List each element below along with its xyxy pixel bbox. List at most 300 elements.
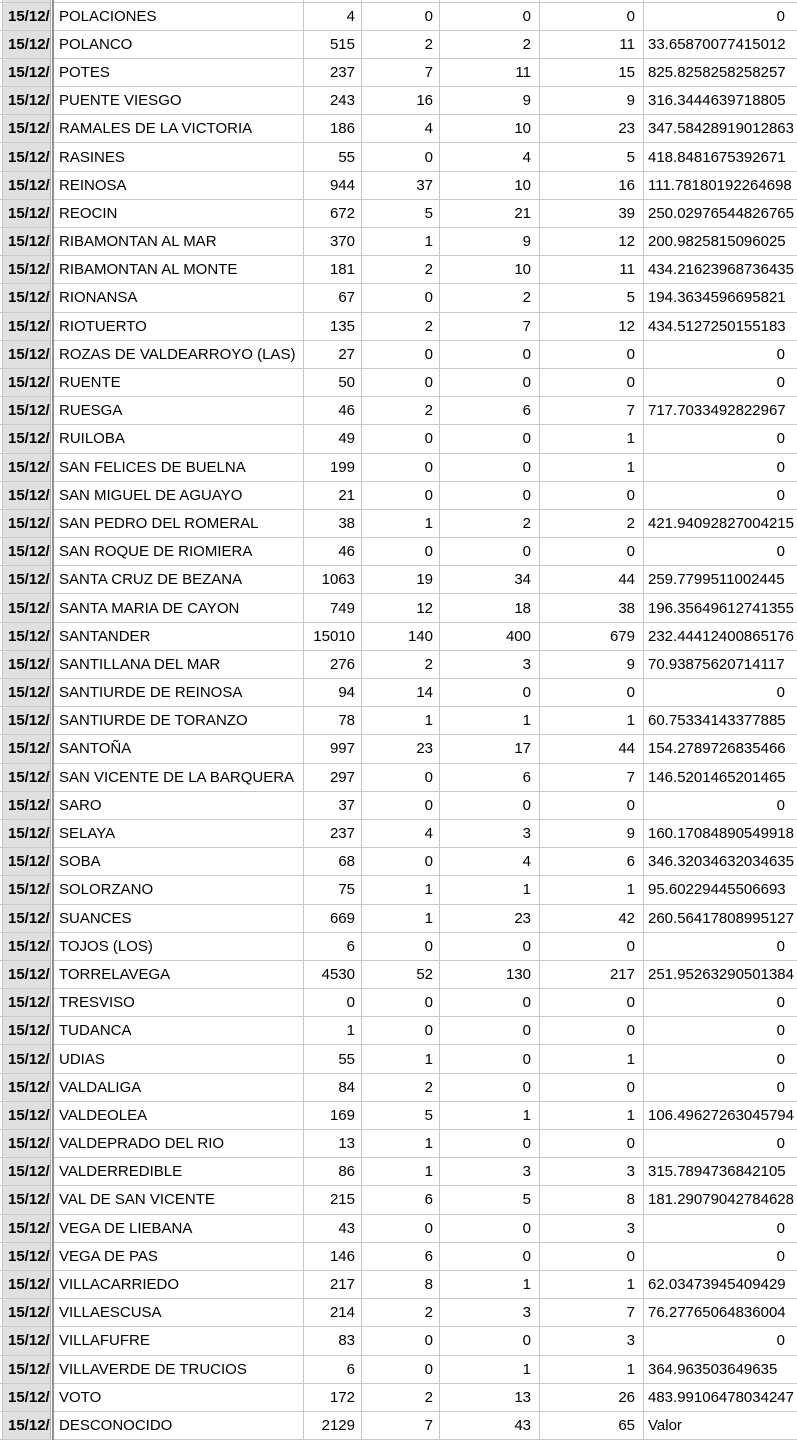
cell-date-prefix[interactable]: 15/12/ [2,87,51,114]
cell-num-2[interactable]: 1 [362,876,440,903]
cell-num-2[interactable]: 1 [362,1045,440,1072]
cell-date-prefix[interactable]: 15/12/ [2,1074,51,1101]
cell-num-4[interactable]: 44 [540,735,644,762]
cell-num-2[interactable]: 0 [362,482,440,509]
cell-num-2[interactable]: 0 [362,848,440,875]
cell-num-4[interactable]: 7 [540,1299,644,1326]
cell-date-prefix[interactable]: 15/12/ [2,989,51,1016]
cell-date-prefix[interactable]: 15/12/ [2,256,51,283]
cell-date-prefix[interactable]: 15/12/ [2,1243,51,1270]
cell-num-1[interactable]: 46 [304,397,362,424]
cell-num-1[interactable]: 4530 [304,961,362,988]
cell-date-prefix[interactable]: 15/12/ [2,115,51,142]
cell-num-4[interactable]: 0 [540,482,644,509]
cell-municipality[interactable]: VAL DE SAN VICENTE [54,1186,304,1213]
cell-value[interactable]: 251.95263290501384 [648,965,794,983]
cell-num-2[interactable]: 2 [362,651,440,678]
cell-municipality[interactable]: RASINES [54,143,304,170]
cell-value[interactable]: 0 [776,937,785,955]
cell-num-1[interactable]: 276 [304,651,362,678]
cell-num-1[interactable]: 237 [304,59,362,86]
cell-num-1[interactable]: 6 [304,933,362,960]
cell-num-4[interactable]: 0 [540,1017,644,1044]
cell-num-3[interactable]: 0 [440,482,540,509]
cell-num-3[interactable]: 11 [440,59,540,86]
cell-num-3[interactable]: 2 [440,284,540,311]
cell-date-prefix[interactable]: 15/12/ [2,876,51,903]
cell-num-4[interactable]: 0 [540,538,644,565]
cell-num-1[interactable]: 370 [304,228,362,255]
cell-num-1[interactable]: 1 [304,1017,362,1044]
cell-municipality[interactable]: RIBAMONTAN AL MAR [54,228,304,255]
cell-num-1[interactable]: 50 [304,369,362,396]
cell-municipality[interactable]: REOCIN [54,200,304,227]
cell-num-1[interactable]: 68 [304,848,362,875]
cell-municipality[interactable]: VEGA DE PAS [54,1243,304,1270]
cell-num-1[interactable]: 37 [304,792,362,819]
cell-date-prefix[interactable]: 15/12/ [2,59,51,86]
cell-num-3[interactable]: 21 [440,200,540,227]
cell-num-4[interactable] [540,0,644,2]
cell-num-3[interactable]: 6 [440,764,540,791]
cell-num-1[interactable]: 181 [304,256,362,283]
cell-municipality[interactable]: DESCONOCIDO [54,1412,304,1439]
cell-num-2[interactable]: 7 [362,1412,440,1439]
cell-num-4[interactable]: 3 [540,1215,644,1242]
cell-municipality[interactable]: SANTANDER [54,623,304,650]
cell-date-prefix[interactable]: 15/12/ [2,764,51,791]
cell-date-prefix[interactable]: 15/12/ [2,623,51,650]
cell-value[interactable]: 0 [776,1135,785,1153]
cell-municipality[interactable]: SUANCES [54,905,304,932]
cell-num-4[interactable]: 1 [540,454,644,481]
cell-num-3[interactable]: 0 [440,1327,540,1354]
cell-num-1[interactable]: 0 [304,989,362,1016]
cell-num-4[interactable]: 679 [540,623,644,650]
cell-value[interactable]: 434.21623968736435 [648,261,794,279]
cell-num-4[interactable]: 0 [540,989,644,1016]
cell-num-4[interactable]: 1 [540,876,644,903]
cell-num-4[interactable]: 3 [540,1327,644,1354]
cell-num-3[interactable]: 3 [440,1158,540,1185]
cell-num-3[interactable]: 10 [440,172,540,199]
cell-num-2[interactable]: 6 [362,1186,440,1213]
cell-value[interactable]: 315.7894736842105 [648,1163,786,1181]
cell-municipality[interactable]: RIONANSA [54,284,304,311]
cell-num-4[interactable]: 3 [540,1158,644,1185]
cell-value[interactable]: 200.9825815096025 [648,233,786,251]
cell-date-prefix[interactable]: 15/12/ [2,510,51,537]
cell-value[interactable]: 347.58428919012863 [648,120,794,138]
cell-num-3[interactable]: 0 [440,989,540,1016]
cell-municipality[interactable] [54,0,304,2]
cell-num-1[interactable]: 84 [304,1074,362,1101]
cell-num-4[interactable]: 9 [540,651,644,678]
cell-date-prefix[interactable]: 15/12/ [2,143,51,170]
cell-date-prefix[interactable]: 15/12/ [2,820,51,847]
cell-num-3[interactable]: 2 [440,510,540,537]
cell-municipality[interactable]: SANTA MARIA DE CAYON [54,594,304,621]
cell-num-2[interactable]: 0 [362,341,440,368]
cell-value[interactable]: 146.5201465201465 [648,768,786,786]
cell-num-1[interactable]: 13 [304,1130,362,1157]
cell-municipality[interactable]: POLACIONES [54,3,304,30]
cell-num-1[interactable]: 135 [304,313,362,340]
cell-num-4[interactable]: 42 [540,905,644,932]
cell-date-prefix[interactable]: 15/12/ [2,538,51,565]
cell-num-4[interactable]: 5 [540,143,644,170]
cell-num-1[interactable]: 515 [304,31,362,58]
cell-municipality[interactable]: SAN VICENTE DE LA BARQUERA [54,764,304,791]
cell-num-3[interactable]: 18 [440,594,540,621]
cell-date-prefix[interactable]: 15/12/ [2,284,51,311]
cell-num-3[interactable]: 6 [440,397,540,424]
cell-date-prefix[interactable]: 15/12/ [2,707,51,734]
cell-num-1[interactable]: 217 [304,1271,362,1298]
cell-num-3[interactable]: 0 [440,425,540,452]
cell-date-prefix[interactable]: 15/12/ [2,200,51,227]
cell-num-2[interactable]: 0 [362,1356,440,1383]
cell-value[interactable]: 0 [776,543,785,561]
cell-num-4[interactable]: 1 [540,1356,644,1383]
cell-date-prefix[interactable]: 15/12/ [2,3,51,30]
cell-num-1[interactable]: 672 [304,200,362,227]
cell-num-1[interactable]: 21 [304,482,362,509]
cell-num-2[interactable]: 12 [362,594,440,621]
cell-date-prefix[interactable]: 15/12/ [2,31,51,58]
cell-municipality[interactable]: SANTIURDE DE REINOSA [54,679,304,706]
cell-num-2[interactable]: 1 [362,228,440,255]
cell-num-3[interactable]: 130 [440,961,540,988]
cell-date-prefix[interactable]: 15/12/ [2,933,51,960]
cell-value[interactable]: 160.17084890549918 [648,825,794,843]
cell-date-prefix[interactable]: 15/12/ [2,1356,51,1383]
cell-num-3[interactable]: 0 [440,1045,540,1072]
cell-num-1[interactable]: 214 [304,1299,362,1326]
cell-value[interactable]: 62.03473945409429 [648,1276,786,1294]
cell-value[interactable]: 259.7799511002445 [648,571,785,589]
cell-num-2[interactable] [362,0,440,2]
cell-date-prefix[interactable]: 15/12/ [2,482,51,509]
cell-value[interactable]: 418.8481675392671 [648,148,786,166]
cell-num-1[interactable]: 215 [304,1186,362,1213]
cell-num-4[interactable]: 1 [540,1045,644,1072]
cell-value[interactable]: 60.75334143377885 [648,712,786,730]
cell-num-1[interactable]: 186 [304,115,362,142]
cell-date-prefix[interactable]: 15/12/ [2,1130,51,1157]
cell-num-2[interactable]: 1 [362,1158,440,1185]
cell-num-4[interactable]: 0 [540,341,644,368]
cell-num-2[interactable]: 52 [362,961,440,988]
cell-num-4[interactable]: 38 [540,594,644,621]
cell-num-2[interactable]: 4 [362,820,440,847]
cell-num-2[interactable]: 2 [362,1074,440,1101]
cell-num-3[interactable]: 4 [440,143,540,170]
cell-value[interactable]: 0 [776,1022,785,1040]
cell-num-2[interactable]: 5 [362,1102,440,1129]
cell-date-prefix[interactable]: 15/12/ [2,1271,51,1298]
cell-num-4[interactable]: 0 [540,369,644,396]
cell-value[interactable]: 0 [776,1050,785,1068]
cell-num-3[interactable]: 23 [440,905,540,932]
cell-num-2[interactable]: 0 [362,3,440,30]
cell-num-2[interactable]: 2 [362,397,440,424]
cell-num-3[interactable]: 0 [440,1215,540,1242]
cell-municipality[interactable]: SAN PEDRO DEL ROMERAL [54,510,304,537]
cell-municipality[interactable]: VALDERREDIBLE [54,1158,304,1185]
cell-num-3[interactable]: 0 [440,933,540,960]
cell-num-4[interactable]: 23 [540,115,644,142]
cell-num-1[interactable]: 55 [304,1045,362,1072]
cell-num-3[interactable]: 0 [440,1243,540,1270]
cell-date-prefix[interactable]: 15/12/ [2,651,51,678]
cell-num-4[interactable]: 1 [540,1271,644,1298]
cell-num-1[interactable]: 46 [304,538,362,565]
cell-municipality[interactable]: RUESGA [54,397,304,424]
cell-municipality[interactable]: SANTILLANA DEL MAR [54,651,304,678]
cell-municipality[interactable]: SANTIURDE DE TORANZO [54,707,304,734]
cell-num-4[interactable]: 12 [540,228,644,255]
cell-value[interactable] [644,0,797,2]
cell-num-3[interactable]: 0 [440,1017,540,1044]
cell-num-2[interactable]: 2 [362,31,440,58]
cell-num-1[interactable]: 43 [304,1215,362,1242]
cell-num-1[interactable]: 146 [304,1243,362,1270]
cell-value[interactable]: 95.60229445506693 [648,881,786,899]
cell-date-prefix[interactable]: 15/12/ [2,369,51,396]
cell-num-4[interactable]: 9 [540,820,644,847]
cell-date-prefix[interactable] [2,0,51,2]
cell-municipality[interactable]: POTES [54,59,304,86]
cell-value[interactable]: 0 [776,486,785,504]
cell-municipality[interactable]: VALDEOLEA [54,1102,304,1129]
cell-num-3[interactable]: 10 [440,115,540,142]
cell-municipality[interactable]: PUENTE VIESGO [54,87,304,114]
cell-value[interactable]: 434.5127250155183 [648,317,786,335]
cell-num-3[interactable]: 7 [440,313,540,340]
cell-num-2[interactable]: 37 [362,172,440,199]
cell-num-4[interactable]: 65 [540,1412,644,1439]
cell-num-3[interactable]: 34 [440,566,540,593]
cell-municipality[interactable]: VOTO [54,1384,304,1411]
cell-num-2[interactable]: 0 [362,933,440,960]
cell-date-prefix[interactable]: 15/12/ [2,1017,51,1044]
cell-num-1[interactable]: 297 [304,764,362,791]
cell-num-2[interactable]: 140 [362,623,440,650]
cell-value[interactable]: 0 [776,796,785,814]
cell-num-1[interactable] [304,0,362,2]
cell-municipality[interactable]: VILLAVERDE DE TRUCIOS [54,1356,304,1383]
cell-value[interactable]: 0 [776,1247,785,1265]
cell-value[interactable]: 111.78180192264698 [648,176,792,194]
cell-municipality[interactable]: VILLAESCUSA [54,1299,304,1326]
cell-num-3[interactable]: 0 [440,3,540,30]
cell-date-prefix[interactable]: 15/12/ [2,1045,51,1072]
cell-num-1[interactable]: 75 [304,876,362,903]
cell-num-4[interactable]: 7 [540,764,644,791]
cell-municipality[interactable]: POLANCO [54,31,304,58]
cell-num-3[interactable]: 0 [440,341,540,368]
cell-num-1[interactable]: 55 [304,143,362,170]
cell-num-4[interactable]: 7 [540,397,644,424]
cell-municipality[interactable]: RAMALES DE LA VICTORIA [54,115,304,142]
cell-num-3[interactable]: 4 [440,848,540,875]
cell-date-prefix[interactable]: 15/12/ [2,454,51,481]
cell-value[interactable]: 0 [776,458,785,476]
cell-num-4[interactable]: 11 [540,31,644,58]
cell-num-2[interactable]: 16 [362,87,440,114]
cell-municipality[interactable]: TUDANCA [54,1017,304,1044]
cell-num-1[interactable]: 83 [304,1327,362,1354]
cell-value[interactable]: 70.93875620714117 [648,655,785,673]
cell-date-prefix[interactable]: 15/12/ [2,313,51,340]
cell-municipality[interactable]: TRESVISO [54,989,304,1016]
cell-date-prefix[interactable]: 15/12/ [2,792,51,819]
cell-num-4[interactable]: 0 [540,1130,644,1157]
cell-num-2[interactable]: 1 [362,905,440,932]
cell-municipality[interactable]: TORRELAVEGA [54,961,304,988]
cell-value[interactable]: 0 [776,684,785,702]
cell-value[interactable]: 0 [776,1078,785,1096]
cell-num-4[interactable]: 0 [540,679,644,706]
cell-value[interactable]: 76.27765064836004 [648,1304,786,1322]
cell-municipality[interactable]: UDIAS [54,1045,304,1072]
cell-municipality[interactable]: SAN FELICES DE BUELNA [54,454,304,481]
cell-num-2[interactable]: 0 [362,425,440,452]
cell-municipality[interactable]: RUILOBA [54,425,304,452]
cell-value[interactable]: 421.94092827004215 [648,514,794,532]
cell-value[interactable]: 154.2789726835466 [648,740,786,758]
cell-num-4[interactable]: 0 [540,792,644,819]
cell-date-prefix[interactable]: 15/12/ [2,905,51,932]
cell-num-1[interactable]: 2129 [304,1412,362,1439]
cell-num-2[interactable]: 1 [362,707,440,734]
cell-date-prefix[interactable]: 15/12/ [2,425,51,452]
cell-num-3[interactable]: 17 [440,735,540,762]
cell-value[interactable]: 0 [776,374,785,392]
cell-date-prefix[interactable]: 15/12/ [2,172,51,199]
cell-num-4[interactable]: 1 [540,707,644,734]
cell-date-prefix[interactable]: 15/12/ [2,228,51,255]
cell-municipality[interactable]: SAN ROQUE DE RIOMIERA [54,538,304,565]
cell-num-3[interactable]: 1 [440,876,540,903]
cell-date-prefix[interactable]: 15/12/ [2,1186,51,1213]
cell-num-3[interactable]: 0 [440,679,540,706]
cell-num-1[interactable]: 6 [304,1356,362,1383]
cell-value[interactable]: 0 [776,7,785,25]
cell-num-2[interactable]: 0 [362,538,440,565]
cell-value[interactable]: 483.99106478034247 [648,1388,794,1406]
cell-num-4[interactable]: 15 [540,59,644,86]
cell-num-4[interactable]: 8 [540,1186,644,1213]
cell-num-3[interactable]: 13 [440,1384,540,1411]
cell-date-prefix[interactable]: 15/12/ [2,961,51,988]
cell-num-3[interactable] [440,0,540,2]
cell-date-prefix[interactable]: 15/12/ [2,1158,51,1185]
cell-num-1[interactable]: 67 [304,284,362,311]
cell-num-2[interactable]: 4 [362,115,440,142]
cell-value[interactable]: 0 [776,430,785,448]
cell-num-2[interactable]: 0 [362,764,440,791]
cell-num-2[interactable]: 2 [362,1384,440,1411]
cell-num-1[interactable]: 243 [304,87,362,114]
cell-date-prefix[interactable]: 15/12/ [2,566,51,593]
cell-value[interactable]: 181.29079042784628 [648,1191,794,1209]
cell-num-3[interactable]: 0 [440,538,540,565]
cell-num-4[interactable]: 12 [540,313,644,340]
cell-num-4[interactable]: 0 [540,1074,644,1101]
cell-num-3[interactable]: 3 [440,651,540,678]
cell-num-2[interactable]: 0 [362,143,440,170]
cell-num-3[interactable]: 5 [440,1186,540,1213]
cell-date-prefix[interactable]: 15/12/ [2,1412,51,1439]
cell-num-2[interactable]: 2 [362,256,440,283]
cell-num-3[interactable]: 10 [440,256,540,283]
cell-num-4[interactable]: 5 [540,284,644,311]
cell-num-4[interactable]: 0 [540,933,644,960]
cell-num-2[interactable]: 0 [362,369,440,396]
cell-num-4[interactable]: 2 [540,510,644,537]
cell-municipality[interactable]: SANTOÑA [54,735,304,762]
cell-num-4[interactable]: 0 [540,1243,644,1270]
cell-date-prefix[interactable]: 15/12/ [2,1102,51,1129]
cell-num-4[interactable]: 44 [540,566,644,593]
cell-num-3[interactable]: 1 [440,1271,540,1298]
cell-municipality[interactable]: VALDEPRADO DEL RIO [54,1130,304,1157]
cell-num-4[interactable]: 26 [540,1384,644,1411]
cell-value[interactable]: 825.8258258258257 [648,63,786,81]
cell-value[interactable]: 0 [776,345,785,363]
cell-num-4[interactable]: 0 [540,3,644,30]
cell-municipality[interactable]: VILLAFUFRE [54,1327,304,1354]
cell-num-2[interactable]: 0 [362,1017,440,1044]
cell-num-3[interactable]: 1 [440,1102,540,1129]
cell-num-2[interactable]: 7 [362,59,440,86]
cell-num-1[interactable]: 669 [304,905,362,932]
cell-num-4[interactable]: 11 [540,256,644,283]
cell-num-1[interactable]: 169 [304,1102,362,1129]
cell-num-2[interactable]: 23 [362,735,440,762]
cell-num-2[interactable]: 0 [362,1327,440,1354]
cell-num-4[interactable]: 6 [540,848,644,875]
cell-num-3[interactable]: 3 [440,820,540,847]
cell-num-1[interactable]: 94 [304,679,362,706]
cell-num-4[interactable]: 39 [540,200,644,227]
cell-municipality[interactable]: ROZAS DE VALDEARROYO (LAS) [54,341,304,368]
cell-num-3[interactable]: 43 [440,1412,540,1439]
cell-value[interactable]: 260.56417808995127 [648,909,794,927]
cell-municipality[interactable]: VILLACARRIEDO [54,1271,304,1298]
cell-num-2[interactable]: 0 [362,1215,440,1242]
cell-date-prefix[interactable]: 15/12/ [2,397,51,424]
cell-date-prefix[interactable]: 15/12/ [2,594,51,621]
cell-num-2[interactable]: 6 [362,1243,440,1270]
cell-num-2[interactable]: 2 [362,1299,440,1326]
cell-date-prefix[interactable]: 15/12/ [2,735,51,762]
cell-num-2[interactable]: 0 [362,284,440,311]
cell-value[interactable]: 0 [776,1332,785,1350]
cell-municipality[interactable]: RUENTE [54,369,304,396]
cell-value[interactable]: Valor [648,1416,682,1434]
cell-value[interactable]: 0 [776,994,785,1012]
cell-date-prefix[interactable]: 15/12/ [2,1299,51,1326]
cell-num-2[interactable]: 1 [362,510,440,537]
cell-num-4[interactable]: 1 [540,425,644,452]
cell-num-3[interactable]: 1 [440,707,540,734]
cell-date-prefix[interactable]: 15/12/ [2,1215,51,1242]
cell-num-1[interactable]: 1063 [304,566,362,593]
cell-num-3[interactable]: 2 [440,31,540,58]
